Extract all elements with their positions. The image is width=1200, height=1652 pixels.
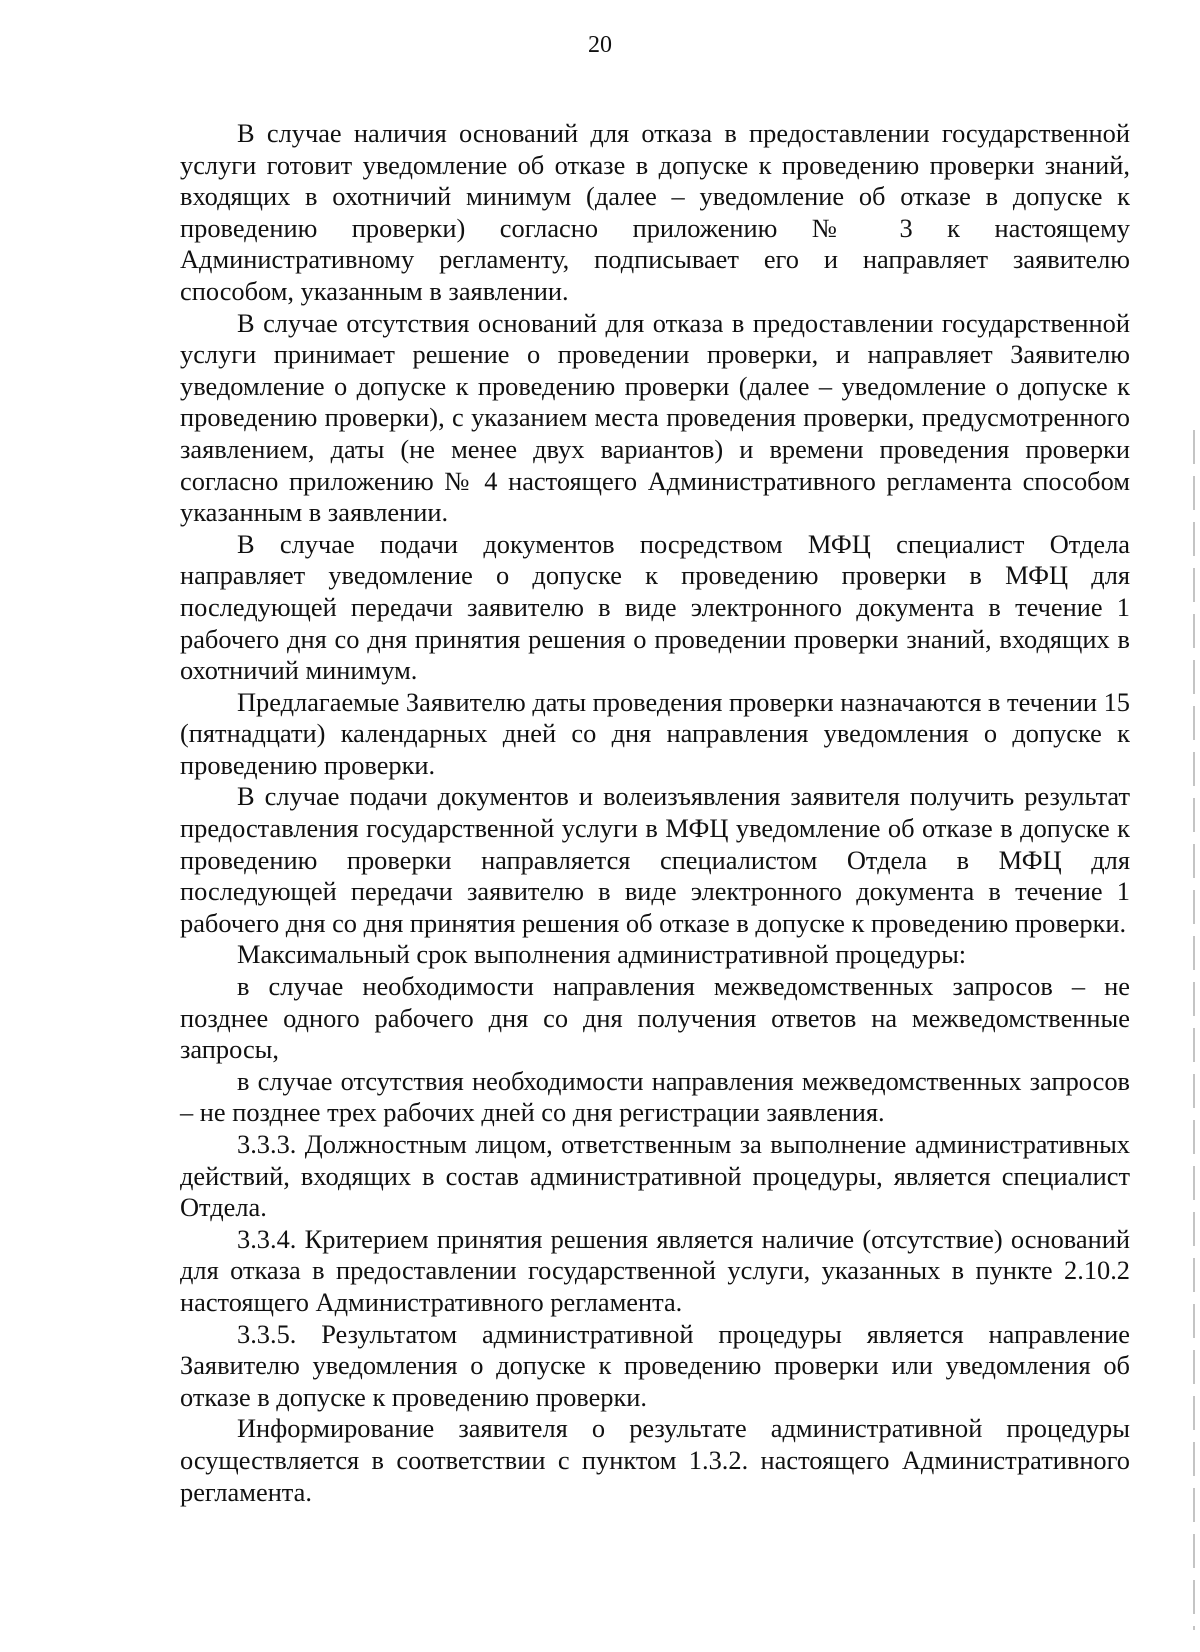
page-number: 20 [588,32,612,58]
paragraph-section-3-3-5: 3.3.5. Результатом административной процедуры является направление Заявителю уведомления о допуске к проведению проверки или уведомления об отказе в допуске к проведению проверки. [180,1318,1130,1412]
scan-edge-line [1193,430,1195,1630]
paragraph-max-term: Максимальный срок выполнения административной процедуры: [237,939,967,970]
document-body [180,118,1130,1508]
paragraph-proposed-dates: Предлагаемые Заявителю даты проведения проверки назначаются в течении 15 (пятнадцати) календарных дней со дня направления уведомления о допуске к проведению проверки. [180,686,1130,780]
paragraph-section-3-3-3: 3.3.3. Должностным лицом, ответственным за выполнение административных действий, входящих в состав административной процедуры, является специалист Отдела. [180,1129,1130,1223]
paragraph-refusal-notice: В случае наличия оснований для отказа в предоставлении государственной услуги готовит уведомление об отказе в допуске к проведению проверки знаний, входящих в охотничий минимум (далее – уведомление об отказе в допуске к проведению проверки) согласно приложению № 3 к настоящему Административному регламенту, подписывает его и направляет заявителю способом, указанным в заявлении. [180,118,1130,306]
paragraph-admission-notice: В случае отсутствия оснований для отказа в предоставлении государственной услуги принимает решение о проведении проверки, и направляет Заявителю уведомление о допуске к проведению проверки (далее – уведомление о допуске к проведению проверки), с указанием места проведения проверки, предусмотренного заявлением, даты (не менее двух вариантов) и времени проведения проверки согласно приложению № 4 настоящего Административного регламента способом указанным в заявлении. [180,307,1130,528]
paragraph-section-3-3-4: 3.3.4. Критерием принятия решения является наличие (отсутствие) оснований для отказа в предоставлении государственной услуги, указанных в пункте 2.10.2 настоящего Административного регламента. [180,1223,1130,1317]
paragraph-mfc-refusal: В случае подачи документов и волеизъявления заявителя получить результат предоставления государственной услуги в МФЦ уведомление об отказе в допуске к проведению проверки направляется специалистом Отдела в МФЦ для последующей передачи заявителю в виде электронного документа в течение 1 рабочего дня со дня принятия решения об отказе в допуске к проведению проверки. [180,781,1130,938]
paragraph-term-with-requests: в случае необходимости направления межведомственных запросов – не позднее одного рабочего дня со дня получения ответов на межведомственные запросы, [180,971,1130,1065]
paragraph-term-without-requests: в случае отсутствия необходимости направления межведомственных запросов – не позднее трех рабочих дней со дня регистрации заявления. [180,1065,1130,1128]
paragraph-mfc-admission: В случае подачи документов посредством МФЦ специалист Отдела направляет уведомление о допуске к проведению проверки в МФЦ для последующей передачи заявителю в виде электронного документа в течение 1 рабочего дня со дня принятия решения о проведении проверки знаний, входящих в охотничий минимум. [180,528,1130,686]
paragraph-informing: Информирование заявителя о результате административной процедуры осуществляется в соответствии с пунктом 1.3.2. настоящего Административного регламента. [180,1413,1130,1507]
